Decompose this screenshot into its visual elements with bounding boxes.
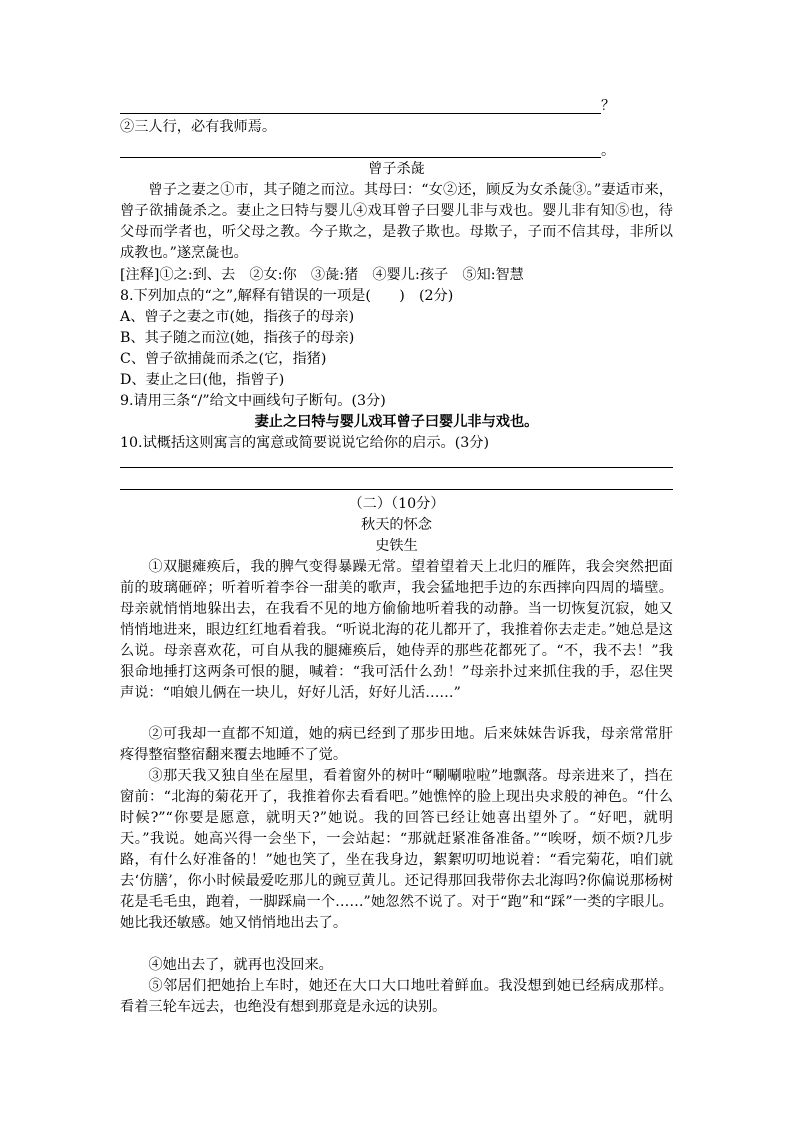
essay-paragraph-3: ③那天我又独自坐在屋里，看着窗外的树叶“唰唰啦啦”地飘落。母亲进来了，挡在窗前：“北海的菊花开了，我推着你去看看吧。”她憔悴的脸上现出央求般的神色。“什么时候?”“你要是愿意，就明天?”她说。我的回答已经让她喜出望外了。“好吧，就明天。”我说。她高兴得一会坐下，一会站起：“那就赶紧准备准备。”“唉呀，烦不烦?几步路，有什么好准备的！”她也笑了，坐在我身边，絮絮叨叨地说着：“看完菊花，咱们就去‘仿膳’，你小时候最爱吃那儿的豌豆黄儿。还记得那回我带你去北海吗?你偏说那杨树花是毛毛虫，跑着，一脚踩扁一个……”她忽然不说了。对于“跑”和“踩”一类的字眼儿。她比我还敏感。她又悄悄地出去了。 [120,768,673,931]
end-period: 。 [601,143,616,159]
question-mark: ？ [601,98,616,114]
answer-line-2[interactable] [120,157,601,158]
q8-option-b[interactable]: B、其子随之而泣(她，指孩子的母亲) [120,330,355,346]
item-2-quote: ②三人行，必有我师焉。 [120,119,277,135]
question-10: 10.试概括这则寓言的寓意或简要说说它给你的启示。(3分) [120,435,489,451]
notes: [注释]①之:到、去 ②女:你 ③彘:猪 ④婴儿:孩子 ⑤知:智慧 [120,267,524,283]
story-paragraph: 曾子之妻之①市，其子随之而泣。其母曰：“女②还，顾反为女杀彘③。”妻适市来，曾子欲捕彘杀之。妻止之曰特与婴儿④戏耳曾子曰婴儿非与戏也。婴儿非有知⑤也，待父母而学者也，听父母之教。今子欺之，是教子欺也。母欺子，子而不信其母，非所以成教也。”遂烹彘也。 [120,182,673,261]
story-title: 曾子杀彘 [368,161,425,177]
answer-line-4[interactable] [120,489,673,490]
section-2-header: （二）（10分） [348,496,445,512]
q8-option-d[interactable]: D、妻止之曰(他，指曾子) [120,372,285,388]
essay-author: 史铁生 [375,538,418,554]
essay-paragraph-1: ①双腿瘫痪后，我的脾气变得暴躁无常。望着望着天上北归的雁阵，我会突然把面前的玻璃砸碎；听着听着李谷一甜美的歌声，我会猛地把手边的东西摔向四周的墙壁。母亲就悄悄地躲出去，在我看不见的地方偷偷地听着我的动静。当一切恢复沉寂，她又悄悄地进来，眼边红红地看着我。“听说北海的花儿都开了，我推着你去走走。”她总是这么说。母亲喜欢花，可自从我的腿瘫痪后，她侍弄的那些花都死了。“不，我不去！”我狠命地捶打这两条可恨的腿，喊着：“我可活什么劲！”母亲扑过来抓住我的手，忍住哭声说：“咱娘儿俩在一块儿，好好儿活，好好儿活……” [120,559,673,701]
q8-option-a[interactable]: A、曾子之妻之市(她，指孩子的母亲) [120,309,355,325]
answer-line-3[interactable] [120,467,673,468]
question-9: 9.请用三条“/”给文中画线句子断句。(3分) [120,393,386,409]
q9-sentence: 妻止之曰特与婴儿戏耳曾子曰婴儿非与戏也。 [254,414,539,430]
answer-line-1[interactable] [120,113,601,114]
essay-title: 秋天的怀念 [361,517,432,533]
essay-paragraph-2: ②可我却一直都不知道，她的病已经到了那步田地。后来妹妹告诉我，母亲常常肝疼得整宿整宿翻来覆去地睡不了觉。 [120,726,673,763]
q8-option-c[interactable]: C、曾子欲捕彘而杀之(它，指猪) [120,351,327,367]
question-8: 8.下列加点的“之”,解释有错误的一项是( ) (2分) [120,288,454,304]
essay-paragraph-4: ④她出去了，就再也没回来。 [148,957,333,973]
essay-paragraph-5: ⑤邻居们把她抬上车时，她还在大口大口地吐着鲜血。我没想到她已经病成那样。看着三轮车远去，也绝没有想到那竟是永远的诀别。 [120,978,673,1015]
